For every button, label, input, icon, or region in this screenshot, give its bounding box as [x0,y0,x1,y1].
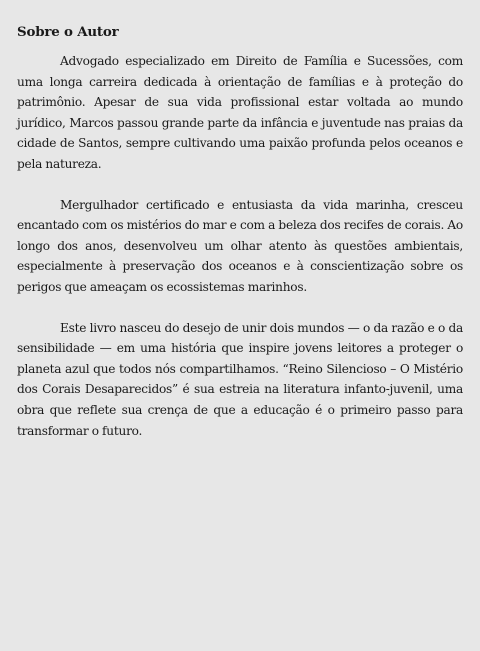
paragraph-book: Este livro nasceu do desejo de unir dois mundos — o da razão e o da sensibilidade — em uma história que inspire jovens leitores a proteger o planeta azul que todos nós compartilhamos. “Reino Silencioso – O Mistério dos Corais Desaparecidos” é sua estreia na literatura infanto-juvenil, uma obra que reflete sua crença de que a educação é o primeiro passo para transformar o futuro. [17,320,463,438]
section-heading: Sobre o Autor [17,24,119,40]
paragraph-career: Advogado especializado em Direito de Família e Sucessões, com uma longa carreira dedicada à orientação de famílias e à proteção do patrimônio. Apesar de sua vida profissional estar voltada ao mundo jurídico, Marcos passou grande parte da infância e juventude nas praias da cidade de Santos, sempre cultivando uma paixão profunda pelos oceanos e pela natureza. [17,54,463,171]
paragraph-diver: Mergulhador certificado e entusiasta da vida marinha, cresceu encantado com os mistérios do mar e com a beleza dos recifes de corais. Ao longo dos anos, desenvolveu um olhar atento às questões ambientais, especialmente à preservação dos oceanos e à conscientização sobre os perigos que ameaçam os ecossistemas marinhos. [17,197,463,294]
